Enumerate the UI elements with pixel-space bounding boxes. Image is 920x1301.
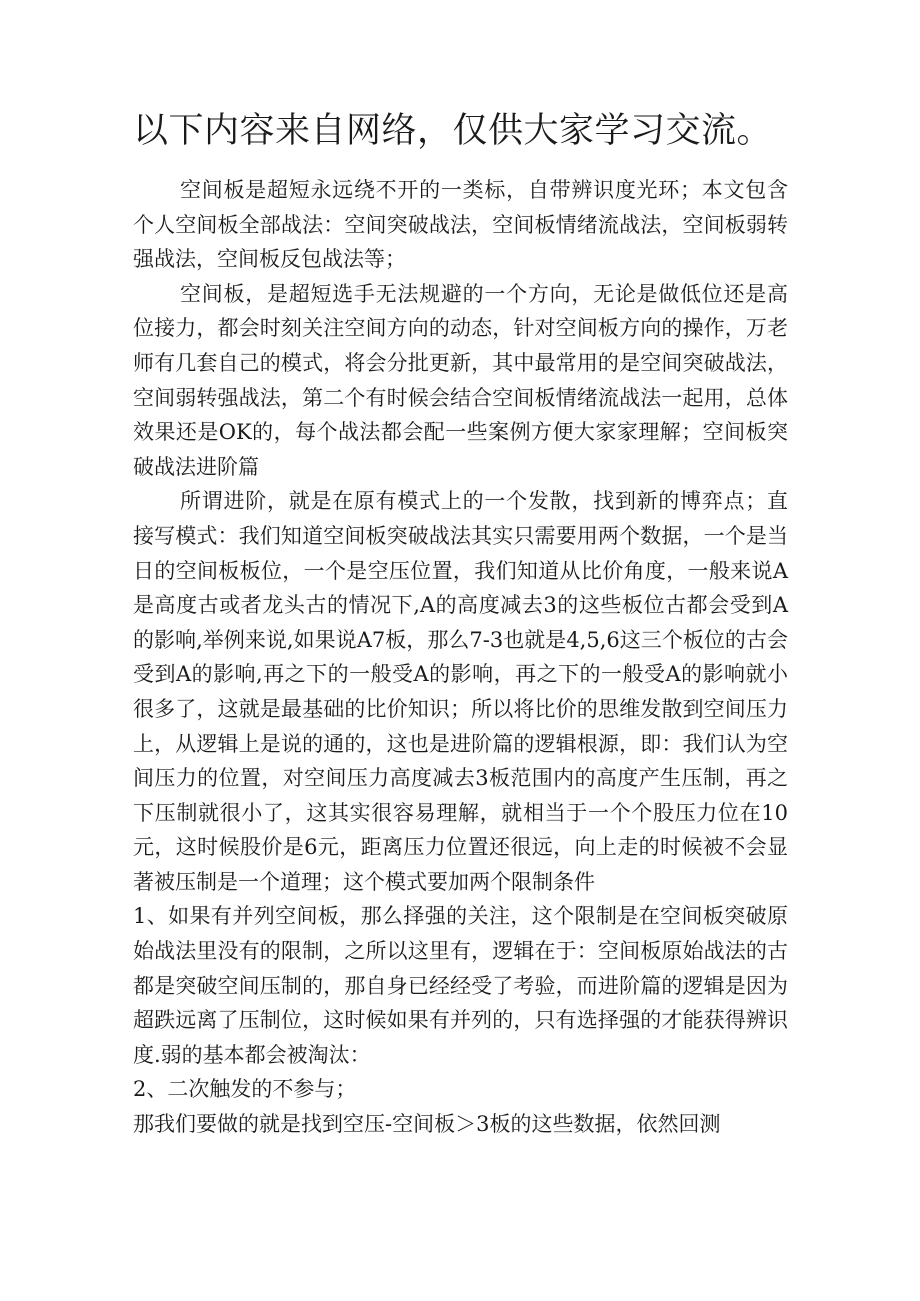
paragraph-4: 1、如果有并列空间板，那么择强的关注，这个限制是在空间板突破原始战法里没有的限制，之所以这里有，逻辑在于：空间板原始战法的古都是突破空间压制的，那自身已经经受了考验，而进阶篇的逻辑是因为超跌远离了压制位，这时候如果有并列的，只有选择强的才能获得辨识度.弱的基本都会被淘汰： <box>133 904 788 1067</box>
paragraph-2: 空间板，是超短选手无法规避的一个方向，无论是做低位还是高位接力，都会时刻关注空间方向的动态，针对空间板方向的操作，万老师有几套自己的模式，将会分批更新，其中最常用的是空间突破战法，空间弱转强战法，第二个有时候会结合空间板情绪流战法一起用，总体效果还是OK的，每个战法都会配一些案例方便大家家理解；空间板突破战法进阶篇 <box>133 281 788 479</box>
paragraph-6: 那我们要做的就是找到空压-空间板＞3板的这些数据，依然回测 <box>133 1112 721 1137</box>
paragraph-1: 空间板是超短永远绕不开的一类标，自带辨识度光环；本文包含个人空间板全部战法：空间突破战法，空间板情绪流战法，空间板弱转强战法，空间板反包战法等； <box>133 178 788 272</box>
paragraph-5: 2、二次触发的不参与； <box>133 1077 357 1102</box>
document-title: 以下内容来自网络，仅供大家学习交流。 <box>133 111 773 151</box>
paragraph-3: 所谓进阶，就是在原有模式上的一个发散，找到新的博弈点；直接写模式：我们知道空间板突破战法其实只需要用两个数据，一个是当日的空间板板位，一个是空压位置，我们知道从比价角度，一般来说A是高度古或者龙头古的情况下,A的高度减去3的这些板位古都会受到A的影响,举例来说,如果说A7板，那么7-3也就是4,5,6这三个板位的古会受到A的影响,再之下的一般受A的影响，再之下的一般受A的影响就小很多了，这就是最基础的比价知识；所以将比价的思维发散到空间压力上，从逻辑上是说的通的，这也是进阶篇的逻辑根源，即：我们认为空间压力的位置，对空间压力高度减去3板范围内的高度产生压制，再之下压制就很小了，这其实很容易理解，就相当于一个个股压力位在10元，这时候股价是6元，距离压力位置还很远，向上走的时候被不会显著被压制是一个道理；这个模式要加两个限制条件 <box>133 489 788 894</box>
